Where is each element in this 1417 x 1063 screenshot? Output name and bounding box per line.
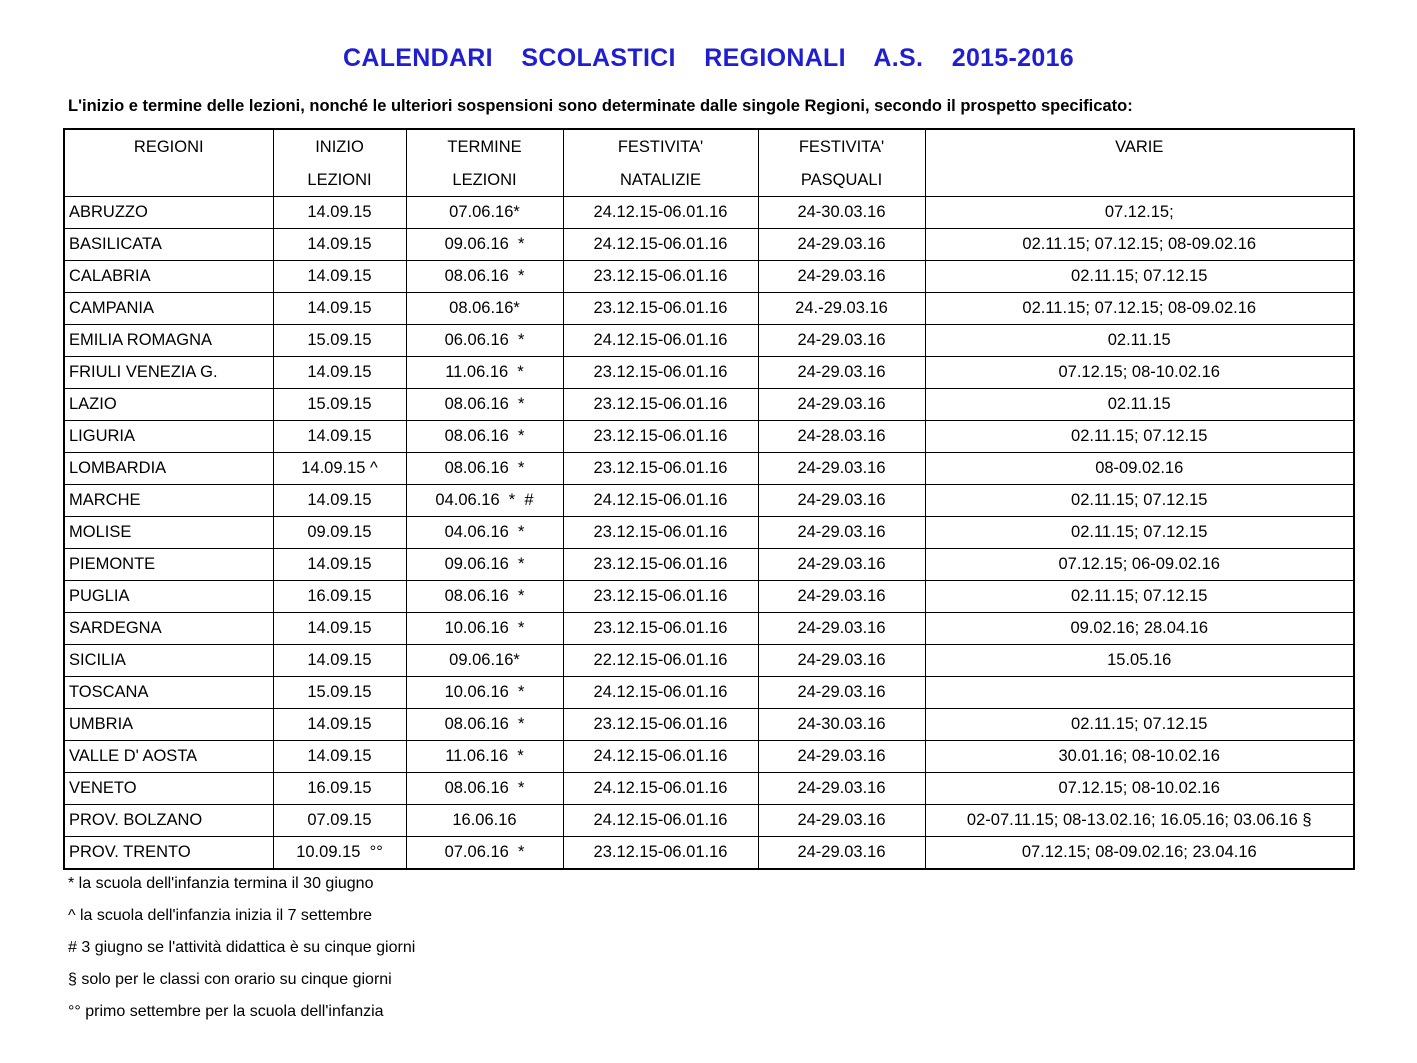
footnotes: [68, 868, 415, 1028]
table-row: [64, 549, 1354, 581]
table-row: [64, 837, 1354, 870]
region-cell: CALABRIA: [64, 261, 273, 293]
region-cell: SICILIA: [64, 645, 273, 677]
table-row: [64, 805, 1354, 837]
region-cell: VENETO: [64, 773, 273, 805]
other-holidays-cell: 30.01.16; 08-10.02.16: [925, 741, 1354, 773]
header-varie-sub: [925, 164, 1354, 197]
table-row: [64, 197, 1354, 229]
region-cell: BASILICATA: [64, 229, 273, 261]
other-holidays-cell: 02.11.15: [925, 389, 1354, 421]
easter-holidays-cell: 24-29.03.16: [758, 485, 925, 517]
region-cell: LOMBARDIA: [64, 453, 273, 485]
end-date-cell: 10.06.16 *: [406, 613, 563, 645]
header-festivita-natalizie: FESTIVITA': [563, 129, 758, 164]
easter-holidays-cell: 24-29.03.16: [758, 581, 925, 613]
christmas-holidays-cell: 23.12.15-06.01.16: [563, 293, 758, 325]
christmas-holidays-cell: 23.12.15-06.01.16: [563, 517, 758, 549]
christmas-holidays-cell: 24.12.15-06.01.16: [563, 773, 758, 805]
start-date-cell: 14.09.15: [273, 261, 406, 293]
easter-holidays-cell: 24.-29.03.16: [758, 293, 925, 325]
table-row: [64, 741, 1354, 773]
other-holidays-cell: 02.11.15; 07.12.15: [925, 517, 1354, 549]
easter-holidays-cell: 24-29.03.16: [758, 229, 925, 261]
end-date-cell: 08.06.16*: [406, 293, 563, 325]
start-date-cell: 10.09.15 °°: [273, 837, 406, 870]
other-holidays-cell: 09.02.16; 28.04.16: [925, 613, 1354, 645]
start-date-cell: 14.09.15: [273, 645, 406, 677]
christmas-holidays-cell: 22.12.15-06.01.16: [563, 645, 758, 677]
header-regioni-sub: [64, 164, 273, 197]
end-date-cell: 07.06.16 *: [406, 837, 563, 870]
end-date-cell: 16.06.16: [406, 805, 563, 837]
footnote: * la scuola dell'infanzia termina il 30 giugno: [68, 875, 374, 892]
christmas-holidays-cell: 24.12.15-06.01.16: [563, 325, 758, 357]
easter-holidays-cell: 24-29.03.16: [758, 645, 925, 677]
header-row-top: [64, 129, 1354, 164]
christmas-holidays-cell: 24.12.15-06.01.16: [563, 805, 758, 837]
region-cell: MOLISE: [64, 517, 273, 549]
other-holidays-cell: 15.05.16: [925, 645, 1354, 677]
header-termine-sub: LEZIONI: [406, 164, 563, 197]
christmas-holidays-cell: 24.12.15-06.01.16: [563, 741, 758, 773]
region-cell: LAZIO: [64, 389, 273, 421]
footnote: ^ la scuola dell'infanzia inizia il 7 settembre: [68, 907, 373, 924]
table-row: [64, 229, 1354, 261]
table-row: [64, 773, 1354, 805]
footnote: # 3 giugno se l'attività didattica è su cinque giorni: [68, 939, 416, 956]
christmas-holidays-cell: 23.12.15-06.01.16: [563, 421, 758, 453]
christmas-holidays-cell: 23.12.15-06.01.16: [563, 389, 758, 421]
document-title: CALENDARI SCOLASTICI REGIONALI A.S. 2015-2016: [342, 44, 1074, 72]
easter-holidays-cell: 24-29.03.16: [758, 325, 925, 357]
end-date-cell: 08.06.16 *: [406, 389, 563, 421]
other-holidays-cell: 08-09.02.16: [925, 453, 1354, 485]
region-cell: PUGLIA: [64, 581, 273, 613]
easter-holidays-cell: 24-28.03.16: [758, 421, 925, 453]
christmas-holidays-cell: 23.12.15-06.01.16: [563, 613, 758, 645]
start-date-cell: 14.09.15: [273, 741, 406, 773]
header-regioni: REGIONI: [64, 129, 273, 164]
footnote: § solo per le classi con orario su cinque giorni: [68, 971, 392, 988]
end-date-cell: 07.06.16*: [406, 197, 563, 229]
easter-holidays-cell: 24-30.03.16: [758, 709, 925, 741]
region-cell: TOSCANA: [64, 677, 273, 709]
header-natalizie-sub: NATALIZIE: [563, 164, 758, 197]
end-date-cell: 11.06.16 *: [406, 357, 563, 389]
easter-holidays-cell: 24-30.03.16: [758, 197, 925, 229]
easter-holidays-cell: 24-29.03.16: [758, 773, 925, 805]
start-date-cell: 16.09.15: [273, 581, 406, 613]
other-holidays-cell: 02.11.15; 07.12.15; 08-09.02.16: [925, 293, 1354, 325]
start-date-cell: 14.09.15: [273, 229, 406, 261]
footnote: °° primo settembre per la scuola dell'infanzia: [68, 1003, 384, 1020]
other-holidays-cell: 02.11.15; 07.12.15: [925, 581, 1354, 613]
table-body: [64, 197, 1354, 870]
end-date-cell: 09.06.16 *: [406, 549, 563, 581]
start-date-cell: 07.09.15: [273, 805, 406, 837]
start-date-cell: 14.09.15: [273, 613, 406, 645]
start-date-cell: 14.09.15: [273, 421, 406, 453]
other-holidays-cell: 02.11.15; 07.12.15: [925, 261, 1354, 293]
easter-holidays-cell: 24-29.03.16: [758, 677, 925, 709]
region-cell: PIEMONTE: [64, 549, 273, 581]
header-inizio: INIZIO: [273, 129, 406, 164]
end-date-cell: 08.06.16 *: [406, 261, 563, 293]
end-date-cell: 04.06.16 *: [406, 517, 563, 549]
table-row: [64, 421, 1354, 453]
start-date-cell: 16.09.15: [273, 773, 406, 805]
table-row: [64, 677, 1354, 709]
christmas-holidays-cell: 24.12.15-06.01.16: [563, 485, 758, 517]
header-varie: VARIE: [925, 129, 1354, 164]
header-row-bottom: [64, 164, 1354, 197]
start-date-cell: 15.09.15: [273, 389, 406, 421]
christmas-holidays-cell: 23.12.15-06.01.16: [563, 261, 758, 293]
end-date-cell: 04.06.16 * #: [406, 485, 563, 517]
start-date-cell: 14.09.15 ^: [273, 453, 406, 485]
table-row: [64, 485, 1354, 517]
start-date-cell: 15.09.15: [273, 677, 406, 709]
region-cell: PROV. TRENTO: [64, 837, 273, 870]
end-date-cell: 08.06.16 *: [406, 581, 563, 613]
other-holidays-cell: 02.11.15; 07.12.15: [925, 709, 1354, 741]
christmas-holidays-cell: 24.12.15-06.01.16: [563, 677, 758, 709]
easter-holidays-cell: 24-29.03.16: [758, 805, 925, 837]
region-cell: VALLE D' AOSTA: [64, 741, 273, 773]
end-date-cell: 06.06.16 *: [406, 325, 563, 357]
table-row: [64, 357, 1354, 389]
christmas-holidays-cell: 23.12.15-06.01.16: [563, 837, 758, 870]
table-row: [64, 645, 1354, 677]
region-cell: UMBRIA: [64, 709, 273, 741]
easter-holidays-cell: 24-29.03.16: [758, 261, 925, 293]
easter-holidays-cell: 24-29.03.16: [758, 517, 925, 549]
region-cell: ABRUZZO: [64, 197, 273, 229]
christmas-holidays-cell: 23.12.15-06.01.16: [563, 581, 758, 613]
end-date-cell: 09.06.16*: [406, 645, 563, 677]
christmas-holidays-cell: 23.12.15-06.01.16: [563, 453, 758, 485]
header-pasquali-sub: PASQUALI: [758, 164, 925, 197]
end-date-cell: 08.06.16 *: [406, 709, 563, 741]
table-row: [64, 709, 1354, 741]
start-date-cell: 15.09.15: [273, 325, 406, 357]
start-date-cell: 09.09.15: [273, 517, 406, 549]
region-cell: LIGURIA: [64, 421, 273, 453]
table-row: [64, 293, 1354, 325]
other-holidays-cell: 07.12.15;: [925, 197, 1354, 229]
other-holidays-cell: 02-07.11.15; 08-13.02.16; 16.05.16; 03.06.16 §: [925, 805, 1354, 837]
table-row: [64, 389, 1354, 421]
christmas-holidays-cell: 23.12.15-06.01.16: [563, 549, 758, 581]
end-date-cell: 08.06.16 *: [406, 773, 563, 805]
other-holidays-cell: 02.11.15: [925, 325, 1354, 357]
other-holidays-cell: 02.11.15; 07.12.15; 08-09.02.16: [925, 229, 1354, 261]
end-date-cell: 09.06.16 *: [406, 229, 563, 261]
other-holidays-cell: 07.12.15; 06-09.02.16: [925, 549, 1354, 581]
region-cell: MARCHE: [64, 485, 273, 517]
start-date-cell: 14.09.15: [273, 549, 406, 581]
region-cell: FRIULI VENEZIA G.: [64, 357, 273, 389]
easter-holidays-cell: 24-29.03.16: [758, 453, 925, 485]
header-festivita-pasquali: FESTIVITA': [758, 129, 925, 164]
easter-holidays-cell: 24-29.03.16: [758, 837, 925, 870]
christmas-holidays-cell: 24.12.15-06.01.16: [563, 229, 758, 261]
end-date-cell: 11.06.16 *: [406, 741, 563, 773]
region-cell: EMILIA ROMAGNA: [64, 325, 273, 357]
region-cell: PROV. BOLZANO: [64, 805, 273, 837]
easter-holidays-cell: 24-29.03.16: [758, 741, 925, 773]
other-holidays-cell: 07.12.15; 08-09.02.16; 23.04.16: [925, 837, 1354, 870]
end-date-cell: 08.06.16 *: [406, 453, 563, 485]
table-row: [64, 453, 1354, 485]
other-holidays-cell: 07.12.15; 08-10.02.16: [925, 773, 1354, 805]
other-holidays-cell: 02.11.15; 07.12.15: [925, 485, 1354, 517]
region-cell: SARDEGNA: [64, 613, 273, 645]
header-termine: TERMINE: [406, 129, 563, 164]
header-inizio-sub: LEZIONI: [273, 164, 406, 197]
start-date-cell: 14.09.15: [273, 197, 406, 229]
other-holidays-cell: 02.11.15; 07.12.15: [925, 421, 1354, 453]
start-date-cell: 14.09.15: [273, 357, 406, 389]
easter-holidays-cell: 24-29.03.16: [758, 549, 925, 581]
easter-holidays-cell: 24-29.03.16: [758, 613, 925, 645]
start-date-cell: 14.09.15: [273, 485, 406, 517]
start-date-cell: 14.09.15: [273, 709, 406, 741]
regional-calendar-table: [63, 128, 1355, 870]
table-row: [64, 613, 1354, 645]
other-holidays-cell: 07.12.15; 08-10.02.16: [925, 357, 1354, 389]
start-date-cell: 14.09.15: [273, 293, 406, 325]
end-date-cell: 08.06.16 *: [406, 421, 563, 453]
christmas-holidays-cell: 23.12.15-06.01.16: [563, 357, 758, 389]
easter-holidays-cell: 24-29.03.16: [758, 389, 925, 421]
end-date-cell: 10.06.16 *: [406, 677, 563, 709]
region-cell: CAMPANIA: [64, 293, 273, 325]
easter-holidays-cell: 24-29.03.16: [758, 357, 925, 389]
table-row: [64, 517, 1354, 549]
table-row: [64, 261, 1354, 293]
other-holidays-cell: [925, 677, 1354, 709]
christmas-holidays-cell: 24.12.15-06.01.16: [563, 197, 758, 229]
document-intro: L'inizio e termine delle lezioni, nonché le ulteriori sospensioni sono determinate dalle singole Regioni, secondo il prospetto specificato:: [68, 97, 1133, 115]
table-row: [64, 581, 1354, 613]
table-row: [64, 325, 1354, 357]
table-header: [64, 129, 1354, 197]
christmas-holidays-cell: 23.12.15-06.01.16: [563, 709, 758, 741]
